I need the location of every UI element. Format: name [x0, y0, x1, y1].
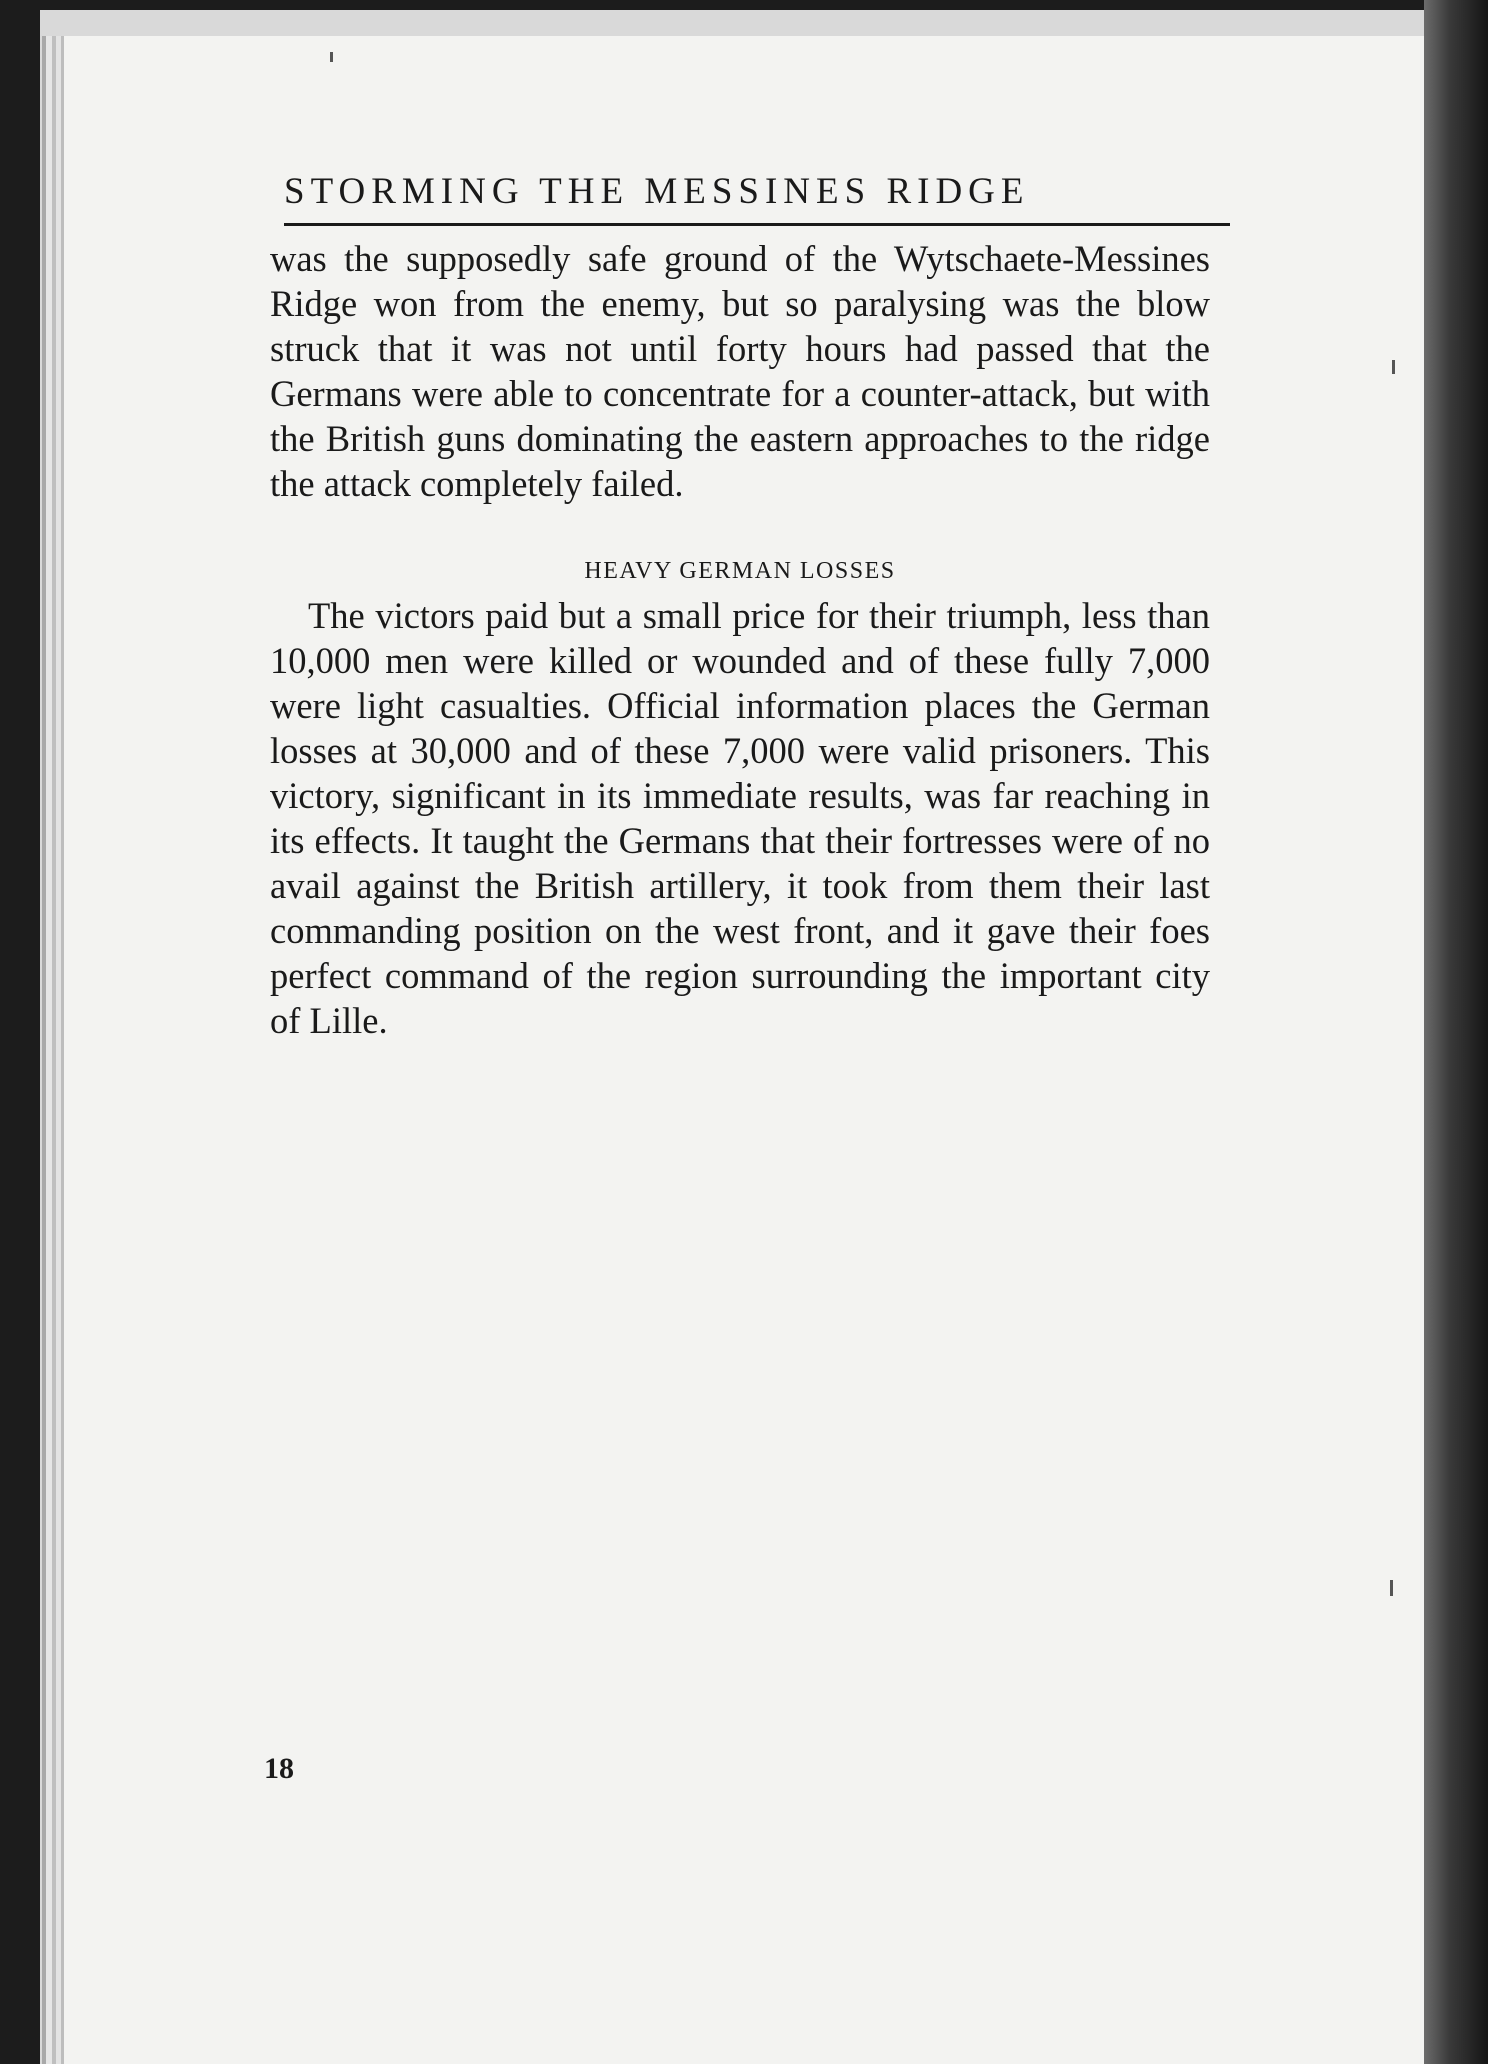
page-content [270, 170, 1210, 1043]
book-spine-edge [1424, 0, 1488, 2064]
section-paragraph: The victors paid but a small price for their triumph, less than 10,000 men were killed or wounded and of these fully 7,000 were light casualties. Official information places the German losses at 30,000 and of these 7,000 were valid prisoners. This victory, significant in its immediate results, was far reaching in its effects. It taught the Germans that their fortresses were of no avail against the British artillery, it took from them their last commanding position on the west front, and it gave their foes perfect command of the region surrounding the important city of Lille. [270, 595, 1210, 1041]
speck [1390, 1580, 1393, 1596]
speck [1392, 360, 1395, 374]
body-paragraph: was the supposedly safe ground of the Wytschaete-Messines Ridge won from the enemy, but so paralysing was the blow struck that it was not until forty hours had passed that the Germans were able to concentrate for a counter-attack, but with the British guns dominating the eastern approaches to the ridge the attack completely failed. [270, 238, 1210, 504]
running-head: STORMING THE MESSINES RIDGE [284, 170, 1230, 226]
section-heading: HEAVY GERMAN LOSSES [584, 558, 896, 584]
page-number: 18 [264, 1752, 294, 1785]
speck [330, 52, 333, 62]
